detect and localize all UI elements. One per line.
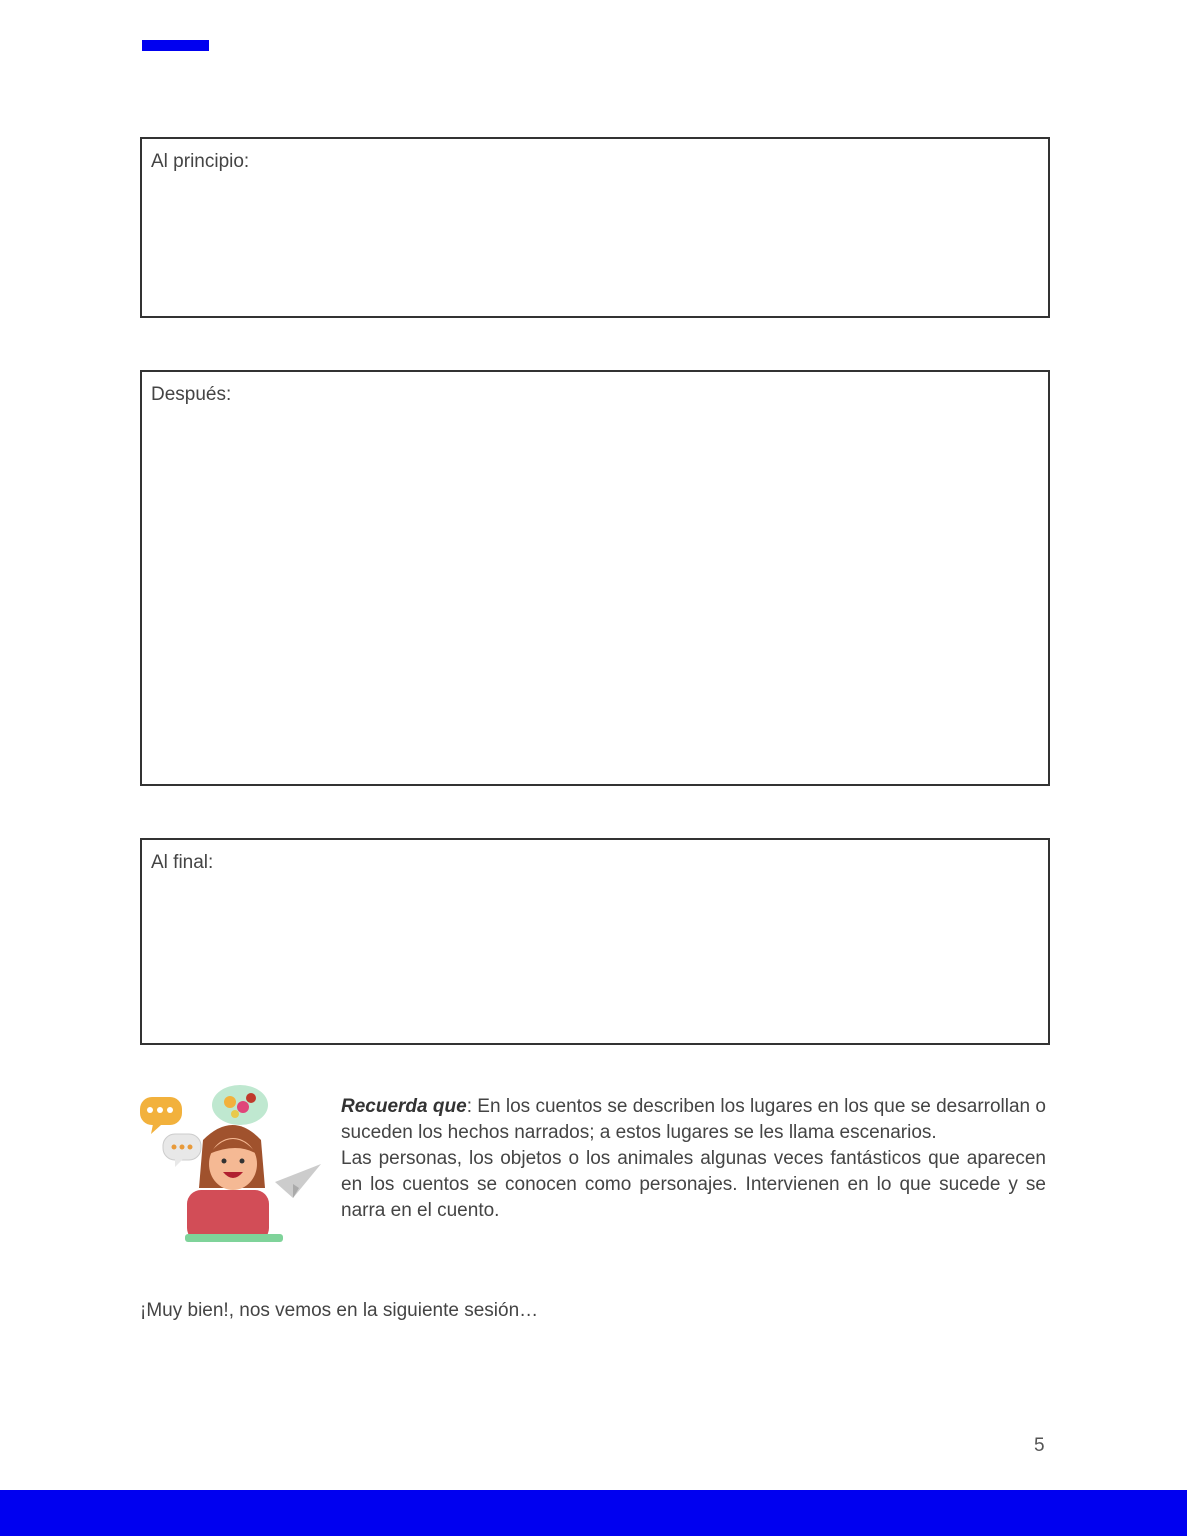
header-accent-bar xyxy=(142,40,209,51)
writing-box-beginning[interactable] xyxy=(140,137,1050,318)
girl-thinking-illustration xyxy=(135,1072,325,1252)
reminder-note xyxy=(341,1094,1046,1224)
box-label: Al final: xyxy=(151,852,214,873)
box-label: Después: xyxy=(151,384,232,405)
writing-box-end[interactable] xyxy=(140,838,1050,1045)
speech-bubble-icon xyxy=(163,1134,201,1167)
footer-accent-bar xyxy=(0,1490,1187,1536)
box-label: Al principio: xyxy=(151,151,250,172)
brain-gears-icon xyxy=(212,1085,268,1125)
speech-bubble-icon xyxy=(140,1097,182,1134)
page-number: 5 xyxy=(1034,1435,1045,1456)
paper-plane-icon xyxy=(275,1164,321,1198)
reminder-text-scenarios: : En los cuentos se describen los lugares en los que se desarrollan o suceden los hechos narrados; a estos lugares se les llama escenarios. xyxy=(341,1096,1046,1143)
closing-message: ¡Muy bien!, nos vemos en la siguiente sesión… xyxy=(140,1300,539,1321)
reminder-lead: Recuerda que xyxy=(341,1096,467,1117)
writing-box-middle[interactable] xyxy=(140,370,1050,786)
reminder-text-characters: Las personas, los objetos o los animales algunas veces fantásticos que aparecen en los cuentos se conocen como personajes. Intervienen en lo que sucede y se narra en el cuento. xyxy=(341,1148,1046,1221)
